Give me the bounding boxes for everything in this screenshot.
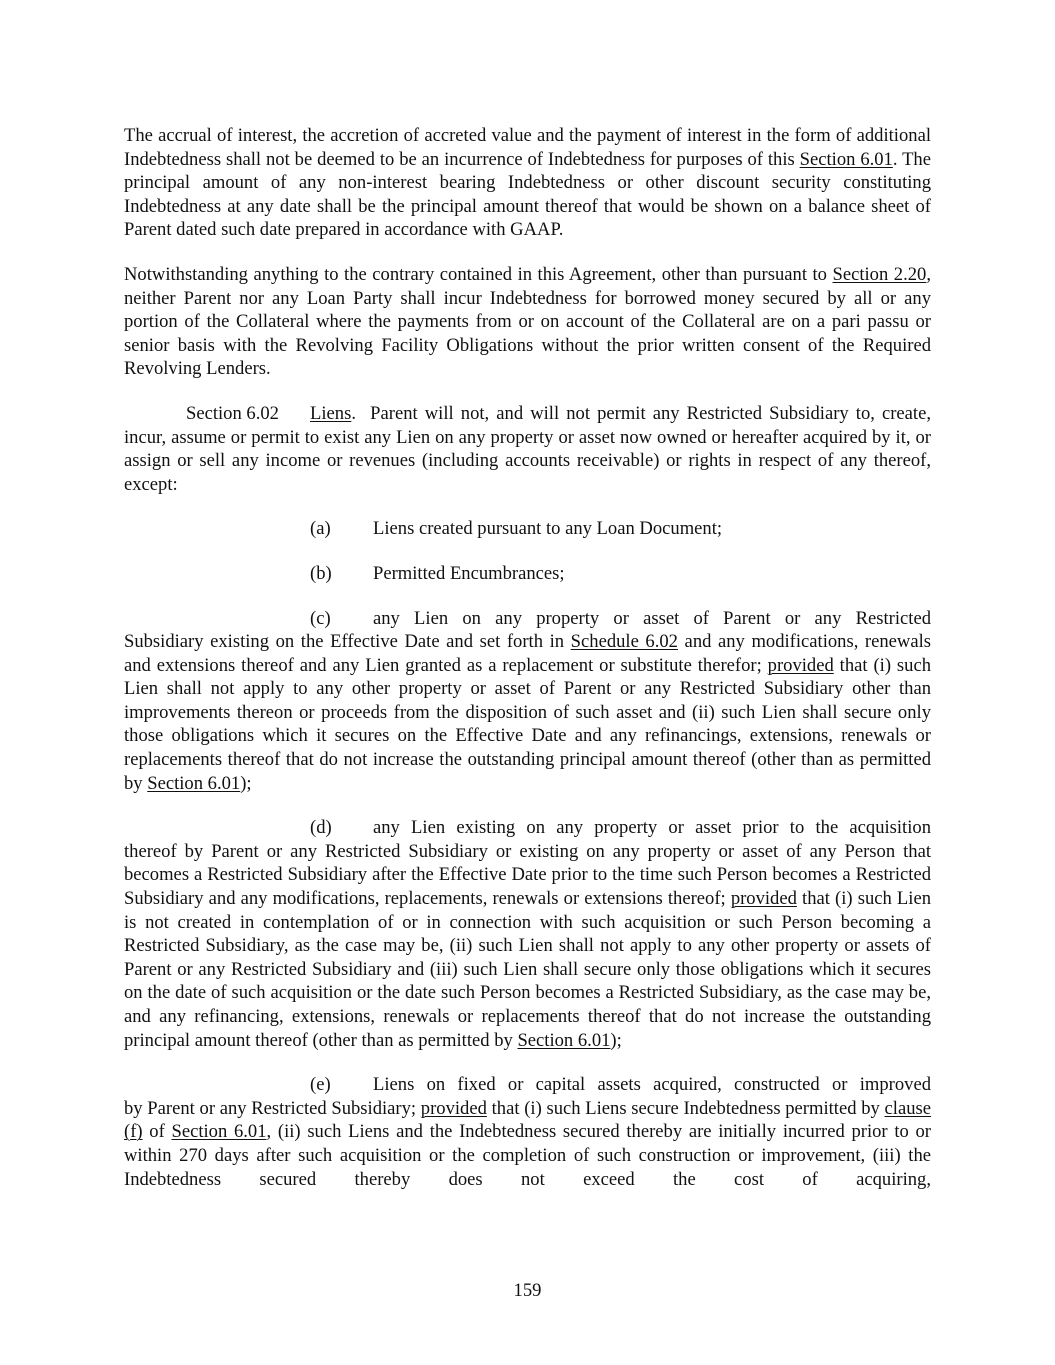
document-page (124, 124, 936, 1212)
cross-reference-section-6-01: Section 6.01 (171, 1121, 267, 1143)
paragraph-notwithstanding: Notwithstanding anything to the contrary contained in this Agreement, other than pursuant to Section 2.20, neither Parent nor any Loan Party shall incur Indebtedness for borrowed money secured by all or any portion of the Collateral where the payments from or on account of the Collateral are on a pari passu or senior basis with the Revolving Facility Obligations without the prior written consent of the Required Revolving Lenders. (124, 263, 931, 380)
clause-b: (b) Permitted Encumbrances; (310, 562, 565, 584)
paragraph-accrual-of-interest: The accrual of interest, the accretion of accreted value and the payment of interest in the form of additional Indebtedness shall not be deemed to be an incurrence of Indebtedness for purposes of this Section 6.01. The principal amount of any non-interest bearing Indebtedness or other discount security constituting Indebtedness at any date shall be the principal amount thereof that would be shown on a balance sheet of Parent dated such date prepared in accordance with GAAP. (124, 125, 931, 241)
cross-reference-schedule-6-02: Schedule 6.02 (570, 631, 678, 653)
clause-label: (d) (310, 817, 332, 839)
cross-reference-section-6-01: Section 6.01 (147, 772, 241, 794)
provided-term: provided (420, 1097, 487, 1119)
page-number: 159 (513, 1280, 542, 1301)
provided-term: provided (730, 888, 797, 910)
provided-term: provided (767, 654, 834, 676)
clause-c: (c) any Lien on any property or asset of Parent or any Restricted Subsidiary existing on the Effective Date and set forth in Schedule 6.02 and any modifications, renewals and extensions thereof and any Lien granted as a replacement or substitute therefor; provided that (i) such Lien shall not apply to any other property or asset of Parent or any Restricted Subsidiary other than improvements thereon or proceeds from the disposition of such asset and (ii) such Lien shall secure only those obligations which it secures on the Effective Date and any refinancings, extensions, renewals or replacements thereof that do not increase the outstanding principal amount thereof (other than as permitted by Section 6.01); (124, 607, 932, 794)
clause-label: (b) (310, 562, 332, 584)
clause-a: (a) Liens created pursuant to any Loan Document; (310, 518, 723, 540)
cross-reference-clause-f: clause (f) (124, 1097, 931, 1143)
section-title: Liens (310, 402, 352, 424)
clause-label: (a) (310, 518, 331, 540)
clause-d: (d) any Lien existing on any property or asset prior to the acquisition thereof by Parent or any Restricted Subsidiary or existing on any property or asset of any Person that becomes a Restricted Subsidiary after the Effective Date prior to the time such Person becomes a Restricted Subsidiary and any modifications, replacements, renewals or extensions thereof; provided that (i) such Lien is not created in contemplation of or in connection with such acquisition or such Person becoming a Restricted Subsidiary, as the case may be, (ii) such Lien shall not apply to any other property or assets of Parent or any Restricted Subsidiary and (iii) such Lien shall secure only those obligations which it secures on the date of such acquisition or the date such Person becomes a Restricted Subsidiary, as the case may be, and any refinancing, extensions, renewals or replacements thereof that do not increase the outstanding principal amount thereof (other than as permitted by Section 6.01); (124, 817, 931, 1051)
cross-reference-section-2-20: Section 2.20 (832, 263, 927, 285)
clause-label: (c) (310, 607, 331, 629)
cross-reference-section-6-01: Section 6.01 (517, 1029, 611, 1051)
cross-reference-section-6-01: Section 6.01 (799, 148, 893, 170)
clause-label: (e) (310, 1074, 331, 1096)
section-6-02-liens: Section 6.02 Liens. Parent will not, and will not permit any Restricted Subsidiary to, create, incur, assume or permit to exist any Lien on any property or asset now owned or hereafter acquired by it, or assign or sell any income or revenues (including accounts receivable) or rights in respect of any thereof, except: (124, 402, 936, 495)
clause-e: (e) Liens on fixed or capital assets acquired, constructed or improved by Parent or any Restricted Subsidiary; provided that (i) such Liens secure Indebtedness permitted by clause (f) of Section 6.01, (ii) such Liens and the Indebtedness secured thereby are initially incurred prior to or within 270 days after such acquisition or the completion of such construction or improvement, (iii) the Indebtedness secured thereby does not exceed the cost of acquiring, (124, 1074, 931, 1190)
section-number: Section 6.02 (186, 402, 279, 424)
